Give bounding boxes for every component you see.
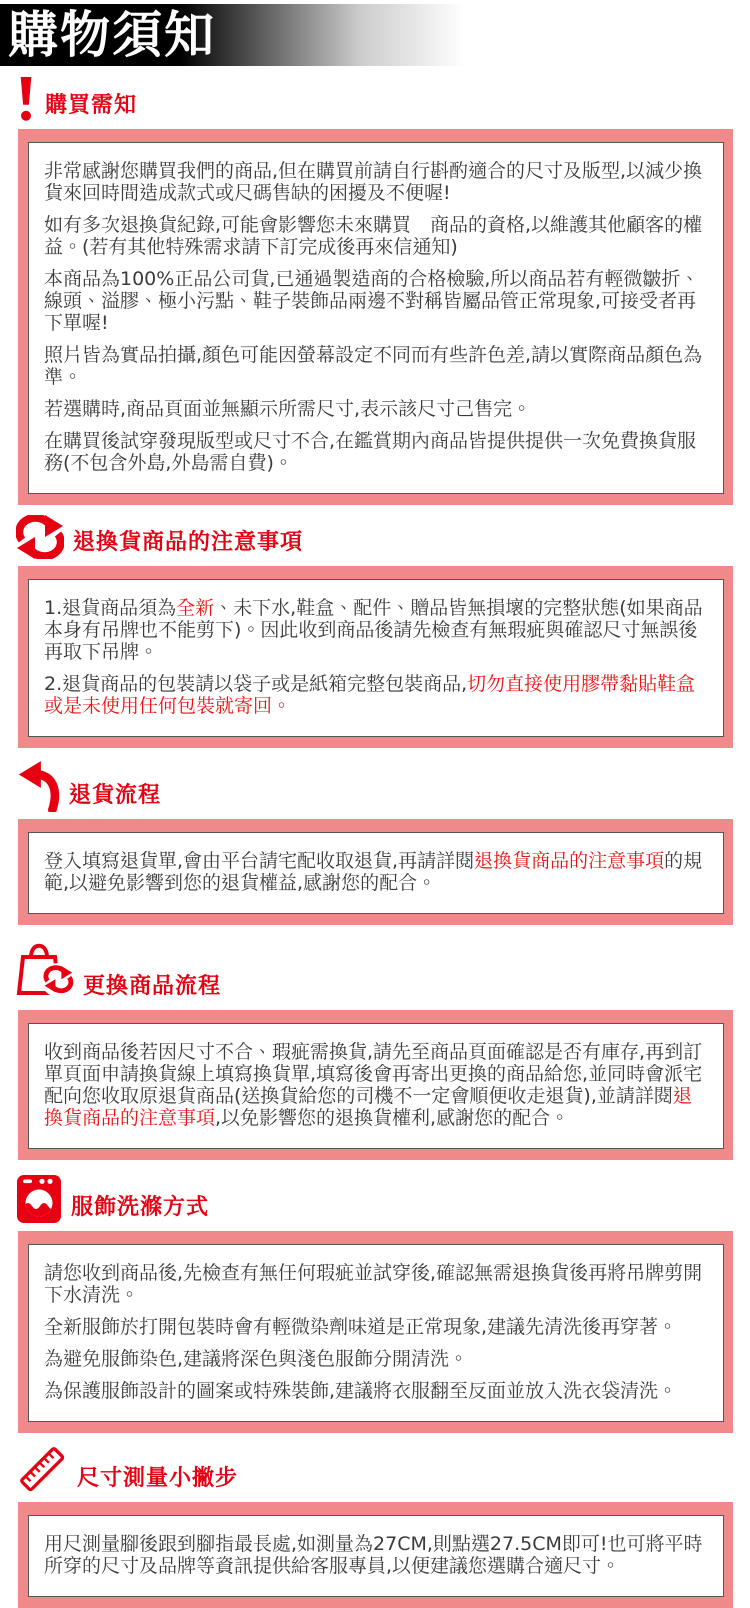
section-header bbox=[16, 1443, 732, 1495]
body-text: 的規範,以避免影響到您的退貨權益,感謝您的配合。 bbox=[44, 850, 703, 894]
notice-paragraph bbox=[44, 1262, 708, 1306]
notice-paragraph bbox=[44, 597, 708, 663]
notice-paragraph bbox=[44, 268, 708, 334]
section-header bbox=[16, 1170, 732, 1224]
bag-refresh-icon bbox=[16, 935, 74, 1003]
section-title: 購買需知 bbox=[45, 93, 138, 118]
section-title: 退換貨商品的注意事項 bbox=[73, 530, 304, 555]
notice-box bbox=[18, 1010, 733, 1160]
notice-paragraph bbox=[44, 430, 708, 474]
section-header bbox=[16, 758, 732, 812]
notice-box bbox=[18, 1231, 733, 1433]
notice-paragraph bbox=[44, 1533, 708, 1577]
exclamation-icon bbox=[16, 76, 36, 122]
section-title: 更換商品流程 bbox=[83, 974, 222, 999]
body-text: 如有多次退換貨紀錄,可能會影響您未來購買 商品的資格,以維護其他顧客的權益。(若有其他特殊需求請下訂完成後再來信通知) bbox=[44, 214, 703, 258]
highlighted-text: 退換貨商品的注意事項 bbox=[44, 1085, 692, 1129]
body-text: 為避免服飾染色,建議將深色與淺色服飾分開清洗。 bbox=[44, 1348, 469, 1370]
body-text: 若選購時,商品頁面並無顯示所需尺寸,表示該尺寸己售完。 bbox=[44, 398, 532, 420]
notice-paragraph bbox=[44, 1041, 708, 1129]
body-text: 1.退貨商品須為 bbox=[44, 597, 177, 619]
notice-box bbox=[18, 129, 733, 505]
notice-box-content bbox=[28, 832, 724, 914]
section-header bbox=[16, 515, 732, 559]
body-text: 全新服飾於打開包裝時會有輕微染劑味道是正常現象,建議先清洗後再穿著。 bbox=[44, 1316, 678, 1338]
body-text: 登入填寫退貨單,會由平台請宅配收取退貨,再請詳閱 bbox=[44, 850, 475, 872]
body-text: 在購買後試穿發現版型或尺寸不合,在鑑賞期內商品皆提供提供一次免費換貨服務(不包含外島,外島需自費)。 bbox=[44, 430, 697, 474]
washing-machine-icon bbox=[16, 1170, 62, 1224]
section-return-process bbox=[0, 758, 750, 925]
notice-box-content bbox=[28, 142, 724, 494]
notice-box bbox=[18, 566, 733, 748]
body-text: 本商品為100%正品公司貨,已通過製造商的合格檢驗,所以商品若有輕微皺折、線頭、溢膠、極小污點、鞋子裝飾品兩邊不對稱皆屬品管正常現象,可接受者再下單喔! bbox=[44, 268, 700, 334]
notice-paragraph bbox=[44, 160, 708, 204]
body-text: 2.退貨商品的包裝請以袋子或是紙箱完整包裝商品, bbox=[44, 673, 468, 695]
notice-paragraph bbox=[44, 1348, 708, 1370]
section-washing-instructions bbox=[0, 1170, 750, 1433]
notice-box-content bbox=[28, 579, 724, 737]
highlighted-text: 退換貨商品的注意事項 bbox=[474, 850, 665, 872]
body-text: ,以免影響您的退換貨權利,感謝您的配合。 bbox=[215, 1107, 570, 1129]
page-banner bbox=[0, 4, 750, 66]
notice-box-content bbox=[28, 1515, 724, 1597]
notice-paragraph bbox=[44, 398, 708, 420]
return-arrow-icon bbox=[16, 758, 60, 812]
section-exchange-process bbox=[0, 935, 750, 1160]
page-title: 購物須知 bbox=[8, 6, 216, 64]
notice-paragraph bbox=[44, 1380, 708, 1402]
notice-paragraph bbox=[44, 673, 708, 717]
notice-paragraph bbox=[44, 344, 708, 388]
notice-box-content bbox=[28, 1244, 724, 1422]
notice-box-content bbox=[28, 1023, 724, 1149]
body-text: 照片皆為實品拍攝,顏色可能因螢幕設定不同而有些許色差,請以實際商品顏色為準。 bbox=[44, 344, 703, 388]
section-header bbox=[16, 935, 732, 1003]
highlighted-text: 切勿直接使用膠帶黏貼鞋盒或是未使用任何包裝就寄回。 bbox=[44, 673, 696, 717]
section-title: 尺寸測量小撇步 bbox=[77, 1466, 239, 1491]
section-size-measuring-tips bbox=[0, 1443, 750, 1608]
notice-box bbox=[18, 819, 733, 925]
section-header bbox=[16, 76, 732, 122]
highlighted-text: 全新 bbox=[176, 597, 215, 619]
section-purchase-notice bbox=[0, 76, 750, 505]
notice-box bbox=[18, 1502, 733, 1608]
refresh-arrows-icon bbox=[16, 515, 64, 559]
body-text: 請您收到商品後,先檢查有無任何瑕疵並試穿後,確認無需退換貨後再將吊牌剪開下水清洗。 bbox=[44, 1262, 703, 1306]
section-title: 退貨流程 bbox=[69, 783, 162, 808]
section-title: 服飾洗滌方式 bbox=[71, 1195, 210, 1220]
body-text: 收到商品後若因尺寸不合、瑕疵需換貨,請先至商品頁面確認是否有庫存,再到訂單頁面申請換貨線上填寫換貨單,填寫後會再寄出更換的商品給您,並同時會派宅配向您收取原退貨商品(送換貨給您的司機不一定會順便收走退貨),並請詳閱 bbox=[44, 1041, 703, 1107]
body-text: 非常感謝您購買我們的商品,但在購買前請自行斟酌適合的尺寸及版型,以減少換貨來回時間造成款式或尺碼售缺的困擾及不便喔! bbox=[44, 160, 703, 204]
notice-paragraph bbox=[44, 214, 708, 258]
notice-paragraph bbox=[44, 850, 708, 894]
body-text: 用尺測量腳後跟到腳指最長處,如測量為27CM,則點選27.5CM即可!也可將平時所穿的尺寸及品牌等資訊提供給客服專員,以便建議您選購合適尺寸。 bbox=[44, 1533, 703, 1577]
body-text: 、未下水,鞋盒、配件、贈品皆無損壞的完整狀態(如果商品本身有吊牌也不能剪下)。因此收到商品後請先檢查有無瑕疵與確認尺寸無誤後再取下吊牌。 bbox=[44, 597, 703, 663]
body-text: 為保護服飾設計的圖案或特殊裝飾,建議將衣服翻至反面並放入洗衣袋清洗。 bbox=[44, 1380, 678, 1402]
section-return-exchange-notes bbox=[0, 515, 750, 748]
ruler-icon bbox=[16, 1443, 68, 1495]
notice-paragraph bbox=[44, 1316, 708, 1338]
